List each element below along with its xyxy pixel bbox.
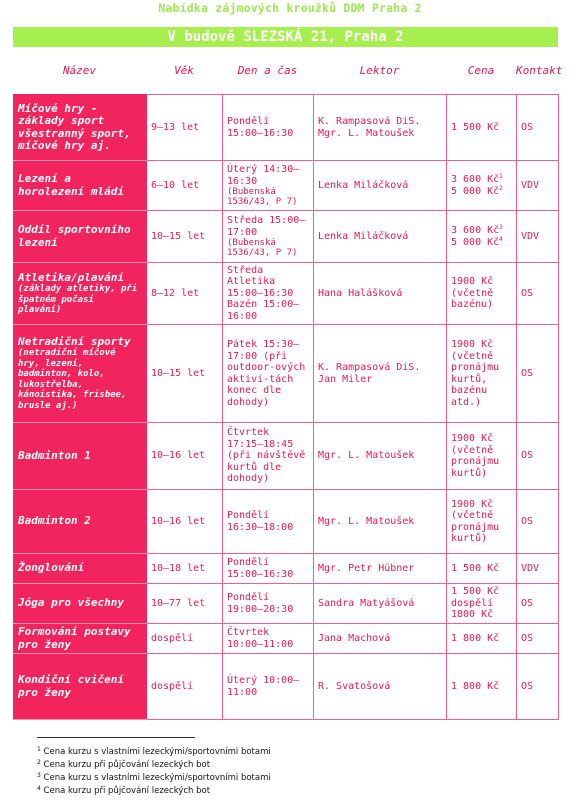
course-lector: Mgr. L. Matoušek [314, 423, 447, 490]
footnote-mark: 2 [37, 759, 41, 766]
course-contact: VDV [517, 554, 559, 584]
course-name: Lezení a horolezení mládí [14, 161, 147, 211]
footnote-text: Cena kurzu s vlastními lezeckými/sportovními botami [43, 747, 271, 757]
course-name: Žonglování [14, 554, 147, 584]
courses-table [13, 94, 559, 720]
footnote-mark: 1 [37, 746, 41, 753]
footnote-mark: 4 [37, 785, 41, 792]
footnote [37, 759, 271, 772]
course-time: Pondělí 15:00–16:30 [223, 554, 314, 584]
course-age: 10–15 let [147, 211, 223, 263]
course-time: Pátek 15:30–17:00 (při outdoor-ových aktivi-tách konec dle dohody) [223, 325, 314, 423]
course-name: Badminton 2 [14, 490, 147, 554]
course-name-note: (netradiční míčové hry, lezení, badminton, kolo, lukostřelba, kánoistika, frisbee, brusle aj.) [18, 348, 127, 411]
course-time-day: Úterý 14:30–16:30 [227, 164, 300, 187]
footnote-text: Cena kurzu při půjčování lezeckých bot [43, 786, 211, 796]
course-age: 10–16 let [147, 423, 223, 490]
course-name: Jóga pro všechny [14, 584, 147, 624]
course-price: 1900 Kč (včetně bazénu) [447, 263, 517, 325]
course-name-main: Atletika/plavání [18, 270, 124, 284]
table-row [14, 584, 559, 624]
course-contact: VDV [517, 211, 559, 263]
course-contact: VDV [517, 161, 559, 211]
footnote-ref: 2 [499, 184, 503, 192]
course-age: 10–18 let [147, 554, 223, 584]
course-price: 1 500 Kč dospělí 1800 Kč [447, 584, 517, 624]
course-name [14, 325, 147, 423]
course-time [223, 161, 314, 211]
price-own-shoes: 3 600 Kč [451, 174, 500, 185]
header-name: Název [62, 64, 97, 77]
footnote-ref: 4 [499, 235, 503, 243]
course-lector: Lenka Miláčková [314, 161, 447, 211]
footnote-text: Cena kurzu při půjčování lezeckých bot [43, 760, 211, 770]
table-row [14, 211, 559, 263]
course-age: 10–77 let [147, 584, 223, 624]
table-row [14, 490, 559, 554]
course-age: dospělí [147, 624, 223, 654]
table-row [14, 263, 559, 325]
table-row [14, 423, 559, 490]
course-name: Kondiční cvičení pro ženy [14, 654, 147, 720]
table-row [14, 325, 559, 423]
course-contact: OS [517, 325, 559, 423]
course-name: Badminton 1 [14, 423, 147, 490]
header-price: Cena [467, 64, 495, 77]
course-age: dospělí [147, 654, 223, 720]
course-age: 8–12 let [147, 263, 223, 325]
header-contact: Kontakt [516, 64, 563, 77]
course-contact: OS [517, 423, 559, 490]
course-price: 1 500 Kč [447, 554, 517, 584]
course-price [447, 161, 517, 211]
course-contact: OS [517, 624, 559, 654]
course-lector: K. Rampasová DiS. Jan Miler [314, 325, 447, 423]
course-lector: Jana Machová [314, 624, 447, 654]
course-time-note: (Bubenská 1536/43, P 7) [227, 187, 298, 207]
course-time: Pondělí 15:00–16:30 [223, 95, 314, 161]
footnote-mark: 3 [37, 772, 41, 779]
page-title: Nabídka zájmových kroužků DDM Praha 2 [158, 1, 422, 15]
course-time [223, 211, 314, 263]
course-lector: Lenka Miláčková [314, 211, 447, 263]
course-name-note: (základy atletiky, při špatném počasí plavání) [18, 284, 138, 315]
course-lector: R. Svatošová [314, 654, 447, 720]
course-time: Úterý 10:00–11:00 [223, 654, 314, 720]
course-lector: K. Rampasová DiS. Mgr. L. Matoušek [314, 95, 447, 161]
header-lector: Lektor [359, 64, 400, 77]
course-contact: OS [517, 95, 559, 161]
header-time: Den a čas [237, 64, 298, 77]
footnote [37, 772, 271, 785]
course-name: Formování postavy pro ženy [14, 624, 147, 654]
course-time-day: Středa 15:00–17:00 [227, 215, 306, 238]
course-lector: Mgr. Petr Hübner [314, 554, 447, 584]
course-name-main: Netradiční sporty [18, 334, 131, 348]
header-age: Věk [174, 64, 194, 77]
course-name: Míčové hry - základy sport všestranný sport, míčové hry aj. [14, 95, 147, 161]
course-lector: Sandra Matyášová [314, 584, 447, 624]
location-band: V budově SLEZSKÁ 21, Praha 2 [13, 27, 558, 47]
course-contact: OS [517, 584, 559, 624]
price-rent-shoes: 5 000 Kč [451, 236, 500, 248]
course-time-note: (Bubenská 1536/43, P 7) [227, 238, 298, 258]
footnote-rule [37, 737, 195, 738]
price-own-shoes: 3 600 Kč [451, 225, 500, 236]
course-price: 1900 Kč (včetně pronájmu kurtů, bazénu atd.) [447, 325, 517, 423]
footnote-ref: 3 [499, 224, 503, 231]
footnote [37, 746, 271, 759]
course-age: 10–16 let [147, 490, 223, 554]
course-age: 6–10 let [147, 161, 223, 211]
course-age: 10–15 let [147, 325, 223, 423]
table-row [14, 624, 559, 654]
course-time: Pondělí 19:00–20:30 [223, 584, 314, 624]
footnotes [37, 746, 271, 798]
table-row [14, 554, 559, 584]
course-price: 1 800 Kč [447, 624, 517, 654]
table-header [13, 64, 563, 82]
course-price: 1 500 Kč [447, 95, 517, 161]
course-price: 1900 Kč (včetně pronájmu kurtů) [447, 423, 517, 490]
course-time: Čtvrtek 17:15–18:45 (při návštěvě kurtů dle dohody) [223, 423, 314, 490]
course-time: Čtvrtek 10:00–11:00 [223, 624, 314, 654]
course-name [14, 263, 147, 325]
course-contact: OS [517, 490, 559, 554]
footnote-ref: 1 [499, 173, 503, 180]
course-age: 9–13 let [147, 95, 223, 161]
course-price [447, 211, 517, 263]
footnote-text: Cena kurzu s vlastními lezeckými/sportovními botami [43, 773, 271, 783]
course-price: 1900 Kč (včetně pronájmu kurtů) [447, 490, 517, 554]
table-row [14, 95, 559, 161]
course-time: Středa Atletika 15:00–16:30 Bazén 15:00–16:00 [223, 263, 314, 325]
course-name: Oddíl sportovního lezení [14, 211, 147, 263]
footnote [37, 785, 271, 798]
table-row [14, 161, 559, 211]
table-row [14, 654, 559, 720]
course-time: Pondělí 16:30–18:00 [223, 490, 314, 554]
course-contact: OS [517, 654, 559, 720]
price-rent-shoes: 5 000 Kč [451, 185, 500, 197]
course-lector: Hana Halášková [314, 263, 447, 325]
course-lector: Mgr. L. Matoušek [314, 490, 447, 554]
course-price: 1 800 Kč [447, 654, 517, 720]
course-contact: OS [517, 263, 559, 325]
